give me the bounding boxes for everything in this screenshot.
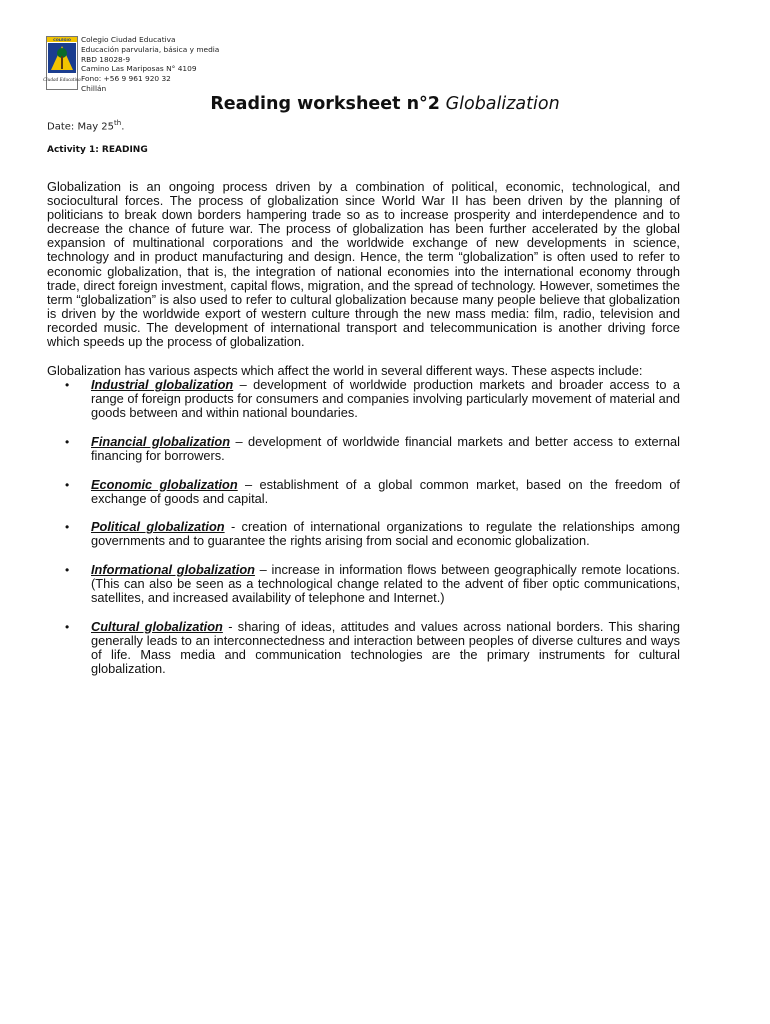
aspect-term: Cultural globalization <box>91 618 223 634</box>
school-city: Chillán <box>81 83 107 93</box>
svg-text:COLEGIO: COLEGIO <box>53 38 71 42</box>
school-address: Camino Las Mariposas N° 4109 <box>81 64 197 74</box>
school-logo <box>43 36 81 90</box>
school-name: Colegio Ciudad Educativa <box>81 35 176 44</box>
aspect-description: - creation of international organizations to regulate the relationships among governments and to guarantee the rights arising from social and economic globalization. <box>91 519 680 549</box>
title-main: Reading worksheet n°2 <box>210 94 440 114</box>
list-item <box>47 435 680 463</box>
list-item <box>47 563 680 605</box>
activity-heading: Activity 1: READING <box>47 145 148 155</box>
worksheet-date <box>47 119 124 132</box>
school-levels: Educación parvularia, básica y media <box>81 44 220 54</box>
title-topic: Globalization <box>445 94 560 114</box>
school-rbd: RBD 18028-9 <box>81 54 131 64</box>
school-info <box>81 35 219 94</box>
date-end: . <box>121 121 125 133</box>
aspect-description: – increase in information flows between geographically remote locations. (This can also be seen as a technological change related to the advent of fiber optic communications, satellites, and increased availability of telephone and Internet.) <box>91 562 680 606</box>
aspect-description: – development of worldwide financial markets and better access to external financing for borrowers. <box>91 434 680 464</box>
aspect-description: – development of worldwide production markets and broader access to a range of foreign products for consumers and companies involving particularly movement of material and goods between and within national boundaries. <box>91 377 680 421</box>
aspects-list <box>47 378 680 676</box>
bullet-icon: • <box>65 619 70 634</box>
svg-text:Ciudad Educativa: Ciudad Educativa <box>43 77 81 82</box>
reading-text <box>47 180 680 691</box>
list-item <box>47 478 680 506</box>
worksheet-title <box>0 94 770 114</box>
paragraph-aspects: Globalization has various aspects which affect the world in several different ways. These aspects include: <box>47 363 643 379</box>
bullet-icon: • <box>65 435 70 449</box>
aspect-description: – establishment of a global common market, based on the freedom of exchange of goods and capital. <box>91 476 680 506</box>
bullet-icon: • <box>65 520 70 535</box>
aspect-term: Informational globalization <box>91 562 255 578</box>
school-phone: Fono: +56 9 961 920 32 <box>81 74 171 84</box>
aspect-term: Political globalization <box>91 519 225 535</box>
date-text: Date: May 25 <box>47 121 115 133</box>
aspect-term: Financial globalization <box>91 434 231 449</box>
paragraph-intro: Globalization is an ongoing process driven by a combination of political, economic, technological, and sociocultural forces. The process of globalization since World War II has been driven by the planning of politicians to break down borders hampering trade so as to increase prosperity and interdependence and to decrease the chance of future war. The process of globalization has been further accelerated by the global expansion of multinational corporations and the worldwide exchange of new developments in science, technology and in product manufacturing and design. Hence, the term “globalization” is often used to refer to economic globalization, that is, the integration of national economies into the international economy through trade, direct foreign investment, capital flows, migration, and the spread of technology. However, sometimes the term “globalization” is also used to refer to cultural globalization because many people believe that globalization is driven by the worldwide export of western culture through the new mass media: film, radio, television and recorded music. The development of international transport and telecommunication is another driving force which speeds up the process of globalization. <box>47 179 680 350</box>
list-item <box>47 520 680 548</box>
bullet-icon: • <box>65 477 70 492</box>
date-suffix: th <box>114 119 122 127</box>
list-item <box>47 378 680 420</box>
aspect-term: Industrial globalization <box>91 377 234 393</box>
list-item <box>47 620 680 676</box>
bullet-icon: • <box>65 378 70 393</box>
aspect-term: Economic globalization <box>91 476 238 492</box>
aspect-description: - sharing of ideas, attitudes and values across national borders. This sharing generally leads to an interconnectedness and interaction between peoples of diverse cultures and ways of life. Mass media and communication technologies are the primary instruments for cultural globalization. <box>91 618 680 677</box>
bullet-icon: • <box>65 563 70 578</box>
